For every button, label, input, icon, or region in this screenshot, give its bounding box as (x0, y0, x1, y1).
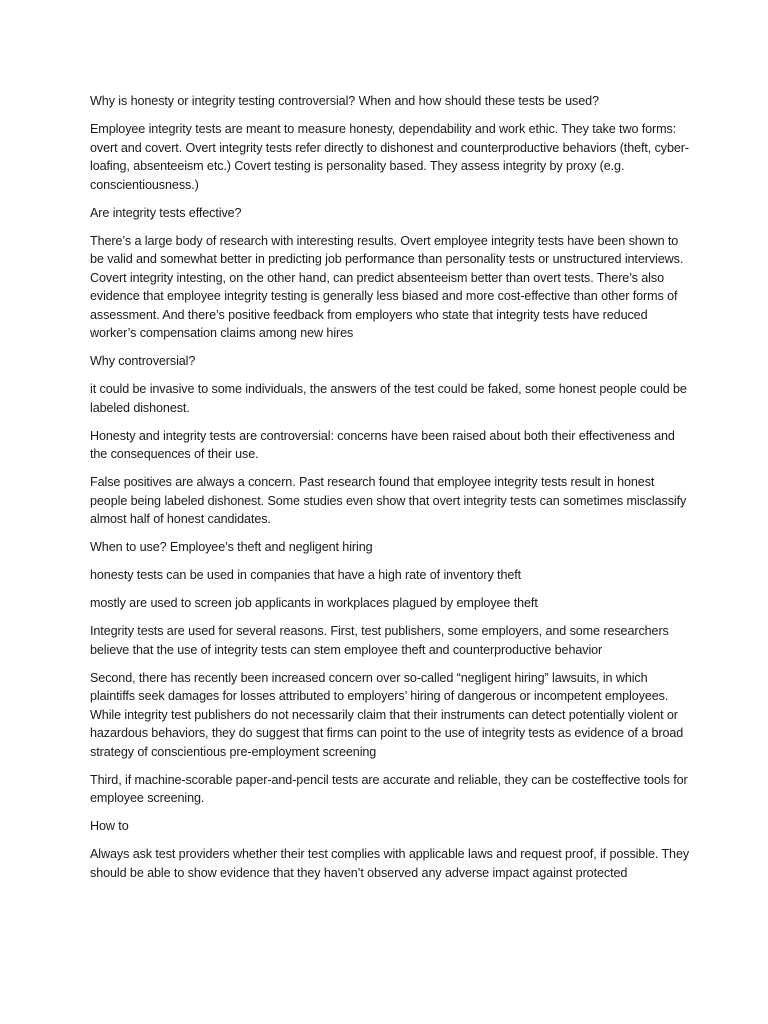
paragraph-effective-heading: Are integrity tests effective? (90, 205, 242, 220)
paragraph-screen-applicants: mostly are used to screen job applicants in workplaces plagued by employee theft (90, 596, 538, 610)
document-body (90, 92, 690, 892)
paragraph-definition: Employee integrity tests are meant to measure honesty, dependability and work ethic. They take two forms: overt and covert. Overt integrity tests refer directly to dishonest and counterproductive behaviors (theft, cyber-loafing, absenteeism etc.) Covert testing is personality based. They assess integrity by proxy (e.g. conscientiousness.) (90, 122, 689, 192)
paragraph-false-positives: False positives are always a concern. Past research found that employee integrity tests result in honest people being labeled dishonest. Some studies even show that overt integrity tests can sometimes misclassify almost half of honest candidates. (90, 475, 687, 526)
paragraph-when-to-use-heading: When to use? Employee’s theft and negligent hiring (90, 540, 373, 554)
paragraph-how-to-heading: How to (90, 819, 129, 833)
paragraph-reasons: Integrity tests are used for several reasons. First, test publishers, some employers, and some researchers believe that the use of integrity tests can stem employee theft and counterproductive behavior (90, 624, 669, 657)
paragraph-research: There’s a large body of research with interesting results. Overt employee integrity tests have been shown to be valid and somewhat better in predicting job performance than personality tests or unstructured interviews. Covert integrity intesting, on the other hand, can predict absenteeism better than overt tests. There’s also evidence that employee integrity testing is generally less biased and more cost-effective than other forms of assessment. And there’s positive feedback from employers who state that integrity tests have reduced worker’s compensation claims among new hires (90, 233, 684, 340)
paragraph-negligent-hiring: Second, there has recently been increased concern over so-called “negligent hiring” lawsuits, in which plaintiffs seek damages for losses attributed to employers’ hiring of dangerous or incompetent employees. While integrity test publishers do not necessarily claim that their instruments can detect potentially violent or hazardous behaviors, they do suggest that firms can point to the use of integrity tests as evidence of a broad strategy of conscientious pre-employment screening (90, 670, 684, 759)
paragraph-inventory-theft: honesty tests can be used in companies that have a high rate of inventory theft (90, 568, 522, 582)
paragraph-invasive: it could be invasive to some individuals, the answers of the test could be faked, some honest people could be labeled dishonest. (90, 382, 687, 415)
paragraph-controversial-heading: Why controversial? (90, 354, 196, 368)
paragraph-question-heading: Why is honesty or integrity testing controversial? When and how should these tests be used? (90, 94, 599, 108)
paragraph-cost-effective: Third, if machine-scorable paper-and-pencil tests are accurate and reliable, they can be costeffective tools for employee screening. (90, 772, 688, 805)
paragraph-ask-providers: Always ask test providers whether their test complies with applicable laws and request proof, if possible. They should be able to show evidence that they haven’t observed any adverse impact against protected (90, 847, 690, 880)
paragraph-concerns: Honesty and integrity tests are controversial: concerns have been raised about both their effectiveness and the consequences of their use. (90, 428, 675, 461)
